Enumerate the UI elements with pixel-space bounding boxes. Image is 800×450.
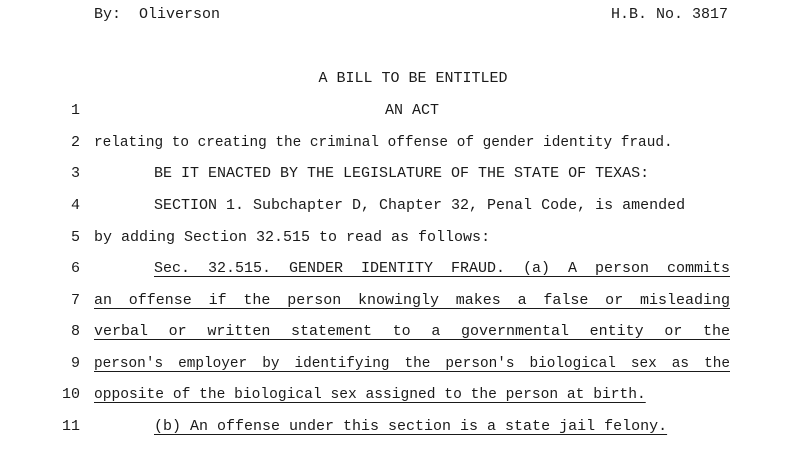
line-number: 7: [70, 292, 80, 309]
line-text-wrap: [94, 259, 730, 279]
line-text: SECTION 1. Subchapter D, Chapter 32, Penal Code, is amended: [154, 197, 686, 214]
bill-line: [0, 417, 800, 443]
bill-line: [0, 354, 800, 380]
line-number: 5: [70, 229, 80, 246]
bill-line: [0, 385, 800, 411]
line-text: BE IT ENACTED BY THE LEGISLATURE OF THE STATE OF TEXAS:: [154, 165, 650, 182]
line-text-wrap: [94, 385, 730, 405]
line-number: 3: [70, 165, 80, 182]
line-text: AN ACT: [384, 102, 439, 119]
line-text: Sec. 32.515. GENDER IDENTITY FRAUD. (a) A person commits: [154, 260, 730, 277]
line-text-wrap: [94, 322, 730, 342]
bill-line: [0, 259, 800, 285]
bill-line: [0, 164, 800, 190]
line-number: 8: [70, 323, 80, 340]
line-number: 9: [70, 355, 80, 372]
bill-line: [0, 228, 800, 254]
bill-line: [0, 101, 800, 127]
bill-line: [0, 196, 800, 222]
line-number: 11: [61, 418, 80, 435]
bill-line: [0, 133, 800, 159]
line-text: an offense if the person knowingly makes a false or misleading: [94, 292, 730, 309]
bill-author: By: Oliverson: [94, 6, 221, 23]
bill-number: H.B. No. 3817: [610, 6, 728, 23]
line-text: opposite of the biological sex assigned to the person at birth.: [94, 387, 646, 403]
line-text: by adding Section 32.515 to read as follows:: [94, 229, 491, 246]
line-text: verbal or written statement to a governmental entity or the: [94, 323, 730, 340]
line-text-wrap: [94, 291, 730, 311]
line-text-wrap: [94, 354, 730, 374]
bill-title: A BILL TO BE ENTITLED: [318, 70, 508, 87]
bill-line: [0, 322, 800, 348]
line-text: (b) An offense under this section is a state jail felony.: [154, 418, 668, 435]
line-number: 1: [70, 102, 80, 119]
bill-line: [0, 291, 800, 317]
line-number: 6: [70, 260, 80, 277]
line-text: person's employer by identifying the person's biological sex as the: [94, 356, 730, 372]
line-number: 10: [61, 386, 80, 403]
line-number: 4: [70, 197, 80, 214]
line-number: 2: [70, 134, 80, 151]
line-text: relating to creating the criminal offense of gender identity fraud.: [94, 135, 673, 151]
line-text-wrap: [94, 417, 730, 437]
